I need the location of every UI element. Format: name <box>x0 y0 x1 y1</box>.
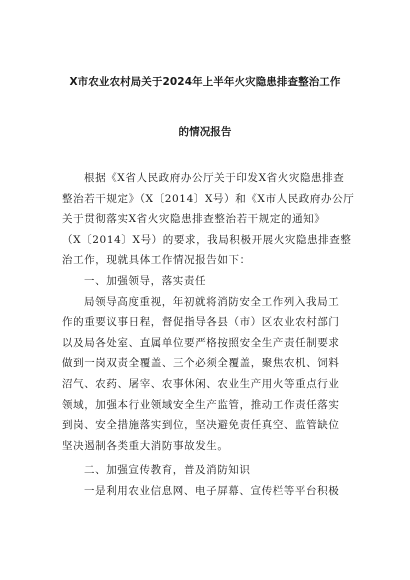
body-line: 整治若干规定》（X〔2014〕X号）和《X市人民政府办公厅 <box>62 192 355 205</box>
body-line: 领域，加强本行业领域安全生产监管，推动工作责任落实 <box>62 398 340 411</box>
body-line: 根据《X省人民政府办公厅关于印发X省火灾隐患排查 <box>84 172 345 184</box>
body-line: 坚决遏制各类重大消防事故发生。 <box>62 439 229 452</box>
body-line: 以及局各处室、直属单位要严格按照安全生产责任制要求 <box>62 336 340 349</box>
body-line: 局领导高度重视，年初就将消防安全工作列入我局工 <box>84 295 340 308</box>
document-title-line-2: 的情况报告 <box>178 126 232 138</box>
body-line: 一是利用农业信息网、电子屏幕、宣传栏等平台积极 <box>84 484 340 497</box>
body-line: 到岗、安全措施落实到位，坚决避免责任真空、监管缺位 <box>62 419 340 432</box>
body-line: 关于贯彻落实X省火灾隐患排查整治若干规定的通知》 <box>62 213 326 226</box>
body-line: 治工作，现就具体工作情况报告如下： <box>62 254 251 267</box>
body-line: 做到一岗双责全覆盖、三个必须全覆盖，聚焦农机、饲料 <box>62 357 340 370</box>
body-line: （X〔2014〕X号）的要求，我局积极开展火灾隐患排查整 <box>62 233 352 246</box>
section-heading: 一、加强领导，落实责任 <box>84 274 207 287</box>
document-title-line-1: X市农业农村局关于2024年上半年火灾隐患排查整治工作 <box>69 76 341 88</box>
body-line: 作的重要议事日程，督促指导各县（市）区农业农村部门 <box>62 316 340 329</box>
section-heading: 二、加强宣传教育，普及消防知识 <box>84 464 251 477</box>
body-line: 沼气、农药、屠宰、农事休闲、农业生产用火等重点行业 <box>62 377 340 390</box>
document-body <box>62 168 355 502</box>
